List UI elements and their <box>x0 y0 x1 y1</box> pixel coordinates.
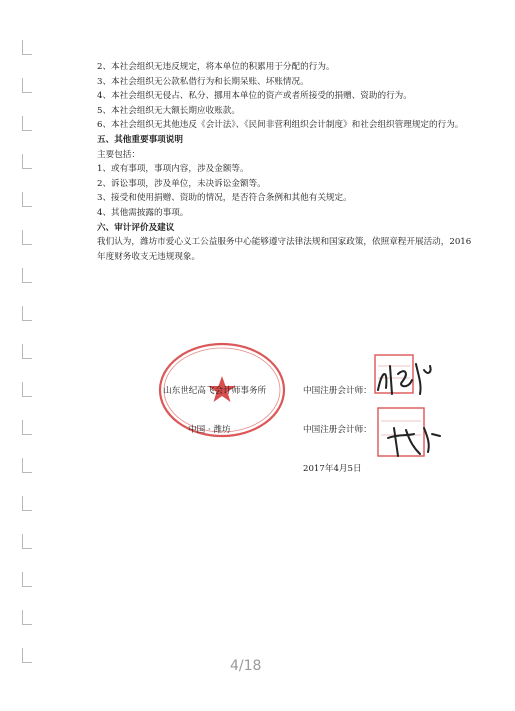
signature-1 <box>370 360 440 400</box>
section-5-title: 五、其他重要事项说明 <box>97 134 183 145</box>
section-6-text: 我们认为，潍坊市爱心义工公益服务中心能够遵守法律法规和国家政策，依照章程开展活动，2016年度财务收支无违规现象。 <box>97 237 472 262</box>
firm-location: 中国 · 潍坊 <box>188 425 231 435</box>
section-5-item-2: 2、诉讼事项，涉及单位，未决诉讼金额等。 <box>97 178 266 189</box>
page-number: 4/18 <box>230 658 262 674</box>
body-line-4: 4、本社会组织无侵占、私分、挪用本单位的资产或者所接受的捐赠、资助的行为。 <box>97 91 412 102</box>
firm-name: 山东世纪高飞会计师事务所 <box>163 386 267 396</box>
section-5-item-4: 4、其他需披露的事项。 <box>97 207 189 218</box>
body-line-5: 5、本社会组织无大额长期应收账款。 <box>97 105 240 116</box>
body-line-6: 6、本社会组织无其他违反《会计法》、《民间非营利组织会计制度》和社会组织管理规定的行为。 <box>97 120 464 131</box>
section-6-title: 六、审计评价及建议 <box>97 222 175 233</box>
section-5-intro: 主要包括： <box>97 149 140 160</box>
section-5-item-1: 1、或有事项，事项内容，涉及金额等。 <box>97 164 249 175</box>
binding-marks <box>22 40 34 680</box>
cpa-label-2: 中国注册会计师： <box>303 425 372 435</box>
body-line-3: 3、本社会组织无公款私借行为和长期呆账、坏账情况。 <box>97 76 309 87</box>
report-date: 2017年4月5日 <box>303 464 362 474</box>
signature-2 <box>384 420 444 460</box>
body-line-2: 2、本社会组织无违反规定，将本单位的积累用于分配的行为。 <box>97 62 335 72</box>
cpa-label-1: 中国注册会计师： <box>303 386 372 396</box>
report-body <box>80 60 470 264</box>
section-5-item-3: 3、接受和使用捐赠、资助的情况，是否符合条例和其他有关规定。 <box>97 193 352 204</box>
